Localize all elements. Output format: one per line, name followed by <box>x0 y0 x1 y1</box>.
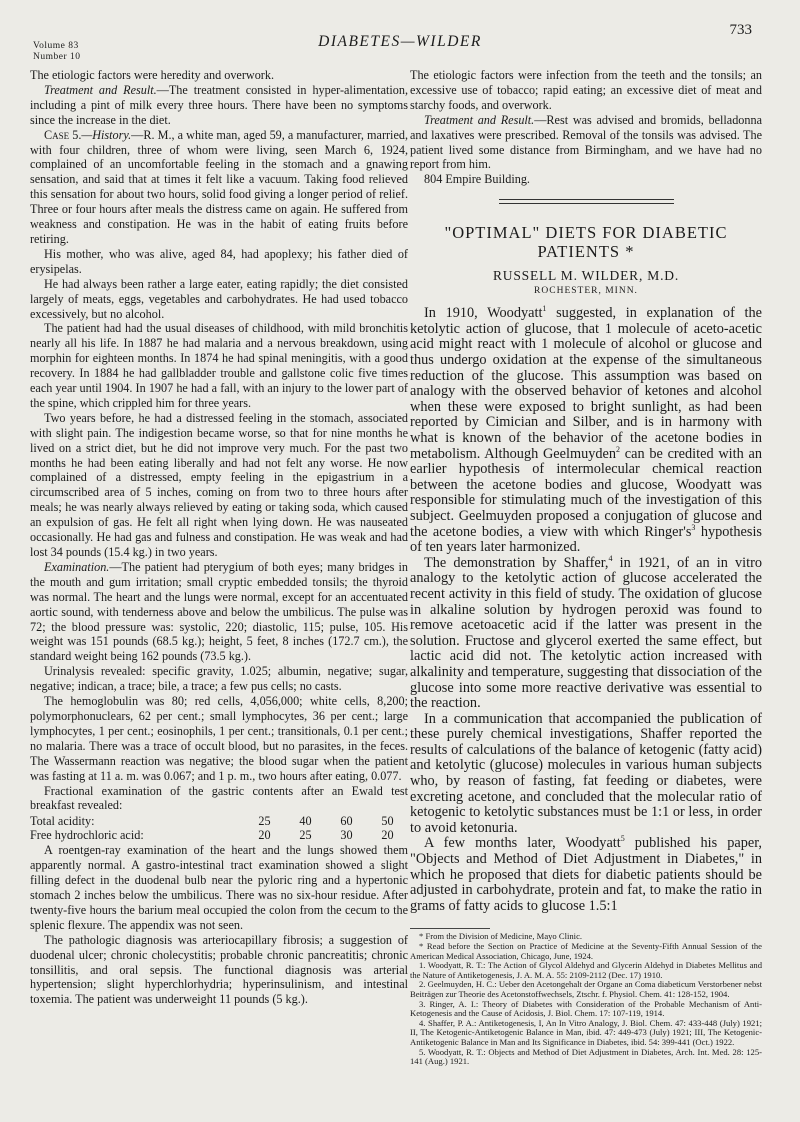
paragraph-text: can be credited with an earlier hypothesis of intermolecular chemical reaction between the acetone bodies and glucose, Woodyatt was responsible for stimulating much of the investigation of this subject. Geelmuyden proposed a conjugation of glucose and the acetone bodies, a view with which Ringer's <box>410 445 763 540</box>
paragraph-text: published his paper, "Objects and Method of Diet Adjustment in Diabetes," in which he proposed that diets for diabetic patients should be adjusted in carbohydrate, protein and fat, to make the ratio in grams of fatty acids to glucose 1.5:1 <box>410 835 762 914</box>
reference-mark: 2 <box>616 444 621 454</box>
page-number: 733 <box>729 22 752 38</box>
paragraph-text: The demonstration by Shaffer, <box>424 554 609 571</box>
footnote: * From the Division of Medicine, Mayo Clinic. <box>419 931 583 942</box>
paragraph: His mother, who was alive, aged 84, had apoplexy; his father died of erysipelas. <box>30 246 408 276</box>
author: RUSSELL M. WILDER, M.D. <box>492 268 680 284</box>
paragraph-text: in 1921, of an in vitro analogy to the ketolytic action of glucose accelerated the recent activity in this field of study. The oxidation of glucose in alkaline solution by hydrogen peroxid was found to remove acetoacetic acid if the latter was present in the solution. Fructose and glycerol exerted the same effect, but lactic acid did not. The ketolytic action increased with alkalinity and temperature, suggesting that dissociation of the glucose into some more reactive derivative was essential to the reaction. <box>410 554 762 712</box>
table-cell: 60 <box>340 814 353 829</box>
table-row <box>30 829 408 843</box>
article-title-line: PATIENTS * <box>537 242 635 262</box>
paragraph: Fractional examination of the gastric contents after an Ewald test breakfast revealed: <box>30 783 408 813</box>
volume-label: Volume 83 <box>33 41 79 51</box>
paragraph-text: —R. M., a white man, aged 59, a manufacturer, married, with four children, three of whom were living, seen March 6, 1924, complained of an uncomfortable feeling in the stomach and a gnawing sensation, and said that at times it felt like a vacuum. Taking food relieved this sensation for about two hours, solid food giving a longer period of relief. Three or four hours after meals the distress came on again. He suffered from weakness and constipation. He was in the habit of eating fruits before retiring. <box>30 127 408 246</box>
paragraph: Urinalysis revealed: specific gravity, 1.025; albumin, negative; sugar, negative; indican, a trace; bile, a trace; a few pus cells; no casts. <box>30 664 408 694</box>
author-location: ROCHESTER, MINN. <box>534 286 638 297</box>
paragraph-text: In 1910, Woodyatt <box>424 305 543 322</box>
table-row <box>30 815 408 829</box>
page-header <box>0 0 800 70</box>
paragraph <box>410 836 762 914</box>
paragraph: The hemoglobulin was 80; red cells, 4,056,000; white cells, 8,200; polymorphonuclears, 62 per cent.; small lymphocytes, 36 per cent.; large lymphocytes, 1 per cent.; eosinophils, 1 per cent.; transitionals, 0.1 per cent.; no malaria. There was a trace of occult blood, but no parasites, in the feces. The Wassermann reaction was negative; the blood sugar when the patient was fasting at 11 a. m. was 0.067; and 1 p. m., two hours after eating, 0.077. <box>30 694 408 783</box>
footnote: 1. Woodyatt, R. T.: The Action of Glycol Aldehyd and Glycerin Aldehyd in Diabetes Mellitus and the Nature of Antiketogenesis, J. A. M. A. 55: 2109-2112 (Dec. 17) 1910. <box>410 960 762 980</box>
row-label: Free hydrochloric acid: <box>30 827 144 842</box>
footnote: 2. Geelmuyden, H. C.: Ueber den Acetongehalt der Organe an Coma diabeticum Verstorbener nebst Beiträgen zur Theorie des Acetonstoffwechsels, Ztschr. f. Physiol. Chem. 41: 128-152, 1904. <box>410 979 762 999</box>
paragraph: The etiologic factors were infection from the teeth and the tonsils; an excessive use of tobacco; rapid eating; an excessive diet of meat and starchy foods, and overwork. <box>410 68 762 112</box>
paragraph <box>410 553 762 712</box>
article-title-line: "OPTIMAL" DIETS FOR DIABETIC <box>444 223 728 243</box>
number-label: Number 10 <box>33 52 81 62</box>
table-cell: 25 <box>258 814 271 829</box>
case-continuation <box>410 68 762 187</box>
table-cell: 20 <box>258 827 271 842</box>
footnote: 3. Ringer, A. I.: Theory of Diabetes with Consideration of the Probable Mechanism of Anti-Ketogenesis and the Cause of Acidosis, J. Biol. Chem. 17: 107-119, 1914. <box>410 998 762 1019</box>
table-cell: 30 <box>340 827 353 842</box>
section-heading: Treatment and Result. <box>44 82 157 97</box>
table-cell: 50 <box>381 814 394 829</box>
paragraph <box>30 128 408 247</box>
paragraph-text: hypothesis of ten years later harmonized. <box>410 523 762 556</box>
running-title: DIABETES—WILDER <box>318 33 482 50</box>
paragraph-text: suggested, in explanation of the ketolytic action of glucose, that 1 molecule of aceto-acetic acid might react with 1 molecule of alcohol or glucose and thus undergo oxidation at the expense of the simultaneous reduction of the glucose. This assumption was based on analogy with the observed behavior of ketones and alcohol when these were exposed to bright sunlight, as had been reported by Cimician and Silber, and is in harmony with what is known of the behavior of the acetone bodies in metabolism. Although Geelmuyden <box>410 305 762 462</box>
paragraph <box>410 306 762 556</box>
article-body <box>410 306 762 914</box>
paragraph: The etiologic factors were heredity and overwork. <box>30 68 274 82</box>
footnote: 4. Shaffer, P. A.: Antiketogenesis, I, An In Vitro Analogy, J. Biol. Chem. 47: 433-448 (July) 1921; II, The Ketogenic-Antiketogenic Balance in Man, ibid. 47: 449-473 (July) 1921; III, The Ketogenic-Antiketogenic Balance in Man and Its Significance in Diabetes, ibid. 54: 399-441 (Oct.) 1922. <box>410 1017 762 1047</box>
footnote: 5. Woodyatt, R. T.: Objects and Method of Diet Adjustment in Diabetes, Arch. Int. Med. 28: 125-141 (Aug.) 1921. <box>410 1046 762 1067</box>
reference-mark: 1 <box>542 304 547 314</box>
paragraph-text: —The treatment consisted in hyper-alimentation, including a pint of milk every three hours. There have been no symptoms since the increase in the diet. <box>30 82 408 127</box>
gastric-table <box>30 815 408 842</box>
table-cell: 25 <box>299 827 312 842</box>
section-heading: —History. <box>81 127 132 142</box>
paragraph-text: A few months later, Woodyatt <box>424 835 621 852</box>
footnote-divider <box>410 928 490 929</box>
paragraph: A roentgen-ray examination of the heart and the lungs showed them apparently normal. A gastro-intestinal tract examination showed a slight filling defect in the duodenal bulb near the pyloric ring and a hypertonic stomach 2 inches below the umbilicus. There was no six-hour residue. After twenty-five hours the barium meal occupied the colon from the cecum to the splenic flexure. The appendix was not seen. <box>30 843 408 932</box>
footnotes <box>410 932 762 1066</box>
reference-mark: 5 <box>620 834 625 844</box>
paragraph: Two years before, he had a distressed feeling in the stomach, associated with slight pain. The indigestion became worse, so that for nine months he lived on a strict diet, but he did not improve very much. For the past two months he had been eating liberally and had not felt any worse. He now complained of a distressed, empty feeling in the epigastrium in a circumscribed area of 5 inches, coming on from two to three hours after meals; he was nearly always relieved by eating or taking soda, which caused an expulsion of gas. He felt all right when lying down. He was nauseated occasionally. He had gas and fulness and constipation. He was weak and had lost 34 pounds (15.4 kg.) in two years. <box>30 410 408 559</box>
divider <box>499 203 674 204</box>
article-title <box>410 223 762 261</box>
section-heading: Treatment and Result. <box>424 112 535 127</box>
footnote: * Read before the Section on Practice of Medicine at the Seventy-Fifth Annual Session of the American Medical Association, Chicago, June, 1924. <box>410 941 762 961</box>
paragraph: He had always been rather a large eater, eating rapidly; the diet consisted largely of meats, eggs, vegetables and carbohydrates. He had used tobacco excessively, but no alcohol. <box>30 276 408 321</box>
section-heading: Examination. <box>44 559 110 574</box>
left-column <box>30 68 408 1007</box>
paragraph: The pathologic diagnosis was arteriocapillary fibrosis; a suggestion of duodenal ulcer; chronic cholecystitis; probable chronic pancreatitis; chronic tonsillitis, and oral sepsis. The functional diagnosis was arterial hypertension; slight hyperchlorhydria; hyperinsulinism, and intestinal toxemia. The patient was underweight 11 pounds (5 kg.). <box>30 932 408 1007</box>
paragraph <box>30 83 408 128</box>
paragraph-text: —The patient had pterygium of both eyes; many bridges in the mouth and gum irritation; small cryptic embedded tonsils; the thyroid was normal. The heart and the lungs were normal, except for an accentuated aortic sound, with tenderness above and below the umbilicus. The pulse was 72; the blood pressure was: systolic, 220; diastolic, 115; pulse, 105. His weight was 151 pounds (68.5 kg.); height, 5 feet, 8 inches (172.7 cm.), the standard weight being 162 pounds (73.5 kg.). <box>30 559 408 664</box>
case-label: Case 5. <box>44 127 82 142</box>
table-cell: 20 <box>381 827 394 842</box>
table-cell: 40 <box>299 814 312 829</box>
row-label: Total acidity: <box>30 814 95 829</box>
address: 804 Empire Building. <box>424 172 530 187</box>
paragraph-text: —Rest was advised and bromids, belladonna and laxatives were prescribed. Removal of the tonsils was advised. The patient lived some distance from Birmingham, and we have had no report from him. <box>410 112 762 172</box>
divider <box>499 199 674 200</box>
reference-mark: 4 <box>608 553 613 563</box>
paragraph <box>30 560 408 664</box>
paragraph: In a communication that accompanied the publication of these purely chemical investigations, Shaffer reported the results of calculations of the balance of ketogenic (fatty acid) and ketolytic (glucose) molecules in various human subjects who, by reason of fasting, fat feeding or diabetes, were excreting acetone, and concluded that the molecular ratio of ketogenic to ketolytic substances must be 1:1 or less, in order to avoid ketonuria. <box>410 710 762 836</box>
paragraph <box>410 113 762 173</box>
right-column <box>410 68 762 1067</box>
reference-mark: 3 <box>691 522 696 532</box>
paragraph: The patient had had the usual diseases of childhood, with mild bronchitis nearly all his life. In 1887 he had malaria and a nervous breakdown, using morphin for eighteen months. In 1874 he had spinal meningitis, with a good recovery. In 1884 he had gallbladder trouble and gallstone colic five times each year until 1904. In 1907 he had a fall, with an injury to the lower part of the spine, which crippled him for three years. <box>30 321 408 410</box>
